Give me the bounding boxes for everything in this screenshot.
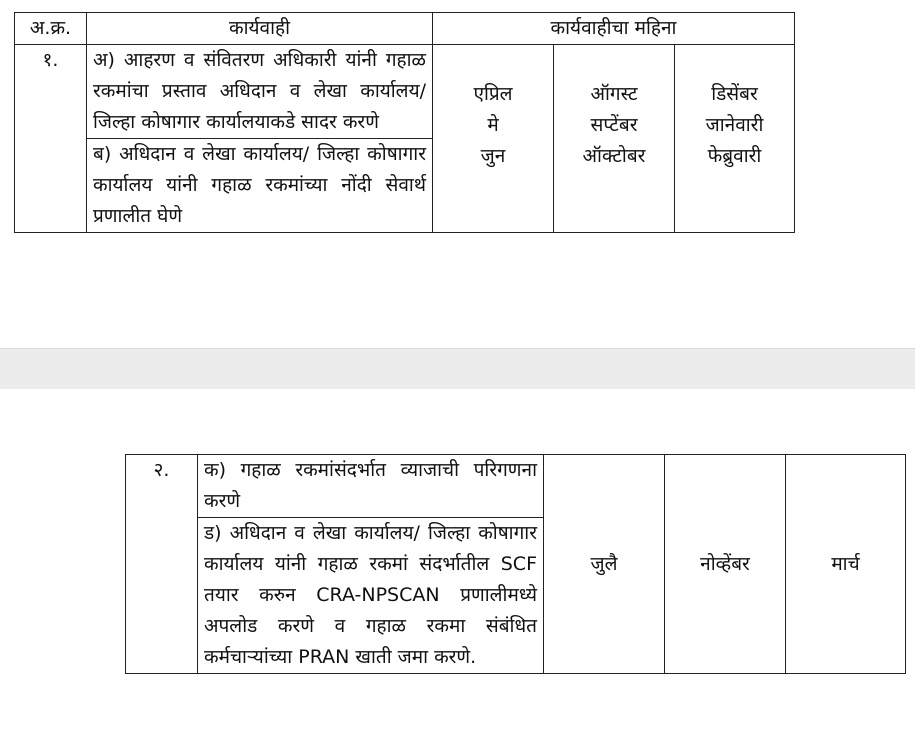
month-label: सप्टेंबर <box>590 114 638 136</box>
month-label: एप्रिल <box>473 83 513 105</box>
action-cell-a: अ) आहरण व संवितरण अधिकारी यांनी गहाळ रकमांचा प्रस्ताव अधिदान व लेखा कार्यालय/ जिल्हा कोषागार कार्यालयाकडे सादर करणे <box>87 45 433 139</box>
table-row <box>126 455 906 518</box>
month-cell: जुलै <box>544 455 665 674</box>
action-cell-c: क) गहाळ रकमांसंदर्भात व्याजाची परिगणना करणे <box>198 455 544 518</box>
month-label: डिसेंबर <box>711 83 758 105</box>
months-cell <box>675 45 795 233</box>
serial-cell: १. <box>15 45 87 233</box>
month-label: जुन <box>480 145 506 167</box>
schedule-table-2 <box>125 454 906 674</box>
serial-cell: २. <box>126 455 198 674</box>
header-action: कार्यवाही <box>87 13 433 45</box>
months-cell <box>554 45 675 233</box>
document-page-bottom <box>0 389 915 729</box>
header-serial: अ.क्र. <box>15 13 87 45</box>
month-label: जानेवारी <box>705 114 764 136</box>
schedule-table-1 <box>14 12 795 233</box>
action-cell-b: ब) अधिदान व लेखा कार्यालय/ जिल्हा कोषागार कार्यालय यांनी गहाळ रकमांच्या नोंदी सेवार्थ प्रणालीत घेणे <box>87 139 433 233</box>
month-label: फेब्रुवारी <box>707 145 762 167</box>
months-cell <box>433 45 554 233</box>
page-break-gap <box>0 348 915 390</box>
month-label: ऑक्टोबर <box>582 145 646 167</box>
month-cell: नोव्हेंबर <box>665 455 786 674</box>
month-cell: मार्च <box>786 455 906 674</box>
month-label: मे <box>487 114 499 136</box>
month-label: ऑगस्ट <box>590 83 638 105</box>
action-cell-d: ड) अधिदान व लेखा कार्यालय/ जिल्हा कोषागार कार्यालय यांनी गहाळ रकमां संदर्भातील SCF तयार करुन CRA-NPSCAN प्रणालीमध्ये अपलोड करणे व गहाळ रकमा संबंधित कर्मचाऱ्यांच्या PRAN खाती जमा करणे. <box>198 518 544 674</box>
header-months: कार्यवाहीचा महिना <box>433 13 795 45</box>
document-page-top <box>0 0 915 348</box>
header-row <box>15 13 795 45</box>
table-row <box>15 45 795 139</box>
